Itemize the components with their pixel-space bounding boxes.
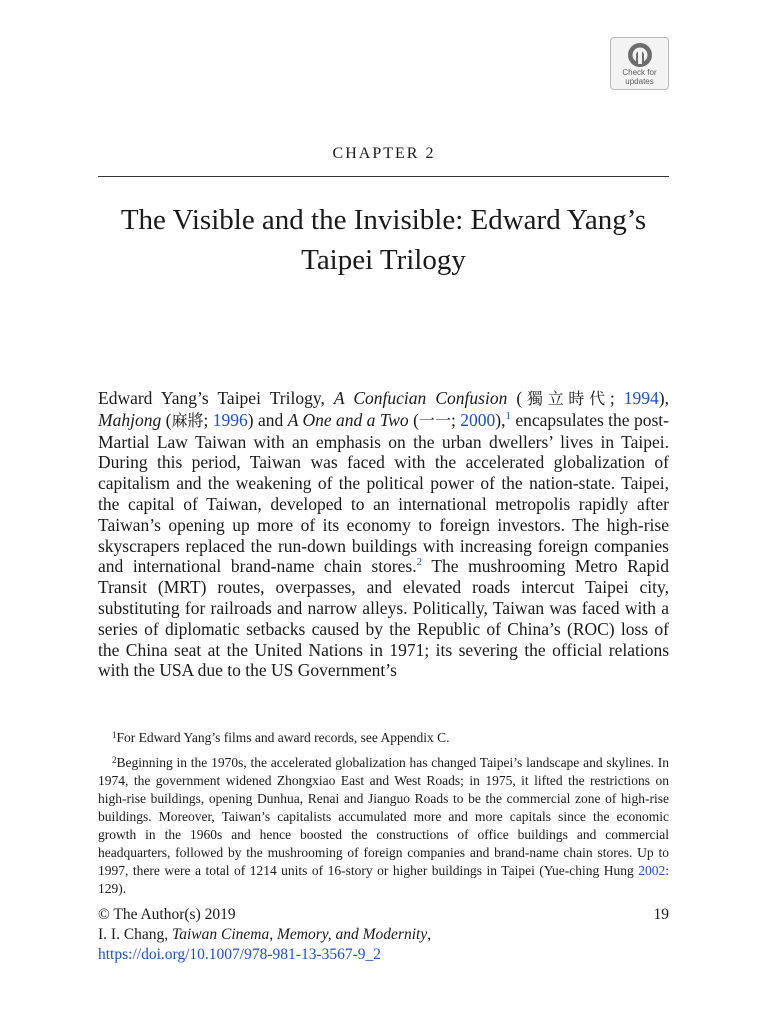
footnote-text: For Edward Yang’s films and award records, see Appendix C. [116, 730, 450, 745]
body-text-run: ( [507, 388, 523, 408]
body-text-run: Edward Yang’s Taipei Trilogy, [98, 388, 334, 408]
body-text-run: The mushrooming Metro Rapid Transit (MRT) routes, overpasses, and elevated roads intercut Taipei city, substituting for railroads and narrow alleys. Politically, Taiwan was faced with a series of diplomatic setbacks caused by the Republic of China’s (ROC) loss of the China seat at the United Nations in 1971; its severing the official relations with the USA due to the US Government’s [98, 556, 669, 681]
film-title: A One and a Two [287, 409, 409, 430]
page-footer [98, 905, 669, 965]
citation-punct: , [427, 926, 432, 943]
chinese-title: 一一 [418, 410, 451, 430]
footnote-ref[interactable]: 1 [505, 409, 511, 422]
chinese-title: 麻將 [171, 410, 204, 430]
year-link[interactable]: 1996 [212, 409, 248, 430]
body-text-run: ; [450, 409, 461, 430]
chapter-label: CHAPTER 2 [332, 145, 436, 162]
footnote-text: Beginning in the 1970s, the accelerated globalization has changed Taipei’s landscape and skylines. In 1974, the government widened Zhongxiao East and West Roads; in 1975, it lifted the restrictions on high-rise buildings, opening Dunhua, Renai and Jianguo Roads to be the commercial zone of high-rise buildings. Moreover, Taiwan’s capitalists accumulated more and more capitals since the economic growth in the 1960s and hence boosted the constructions of office buildings and commercial headquarters, followed by the mushrooming of foreign companies and brand-name chain stores. Up to 1997, there were a total of 1214 units of 16-story or higher buildings in Taipei (Yue-ching Hung [98, 755, 669, 878]
body-text-run: ), [658, 388, 669, 408]
citation [98, 925, 669, 945]
footnote-ref[interactable]: 2 [416, 556, 423, 569]
body-paragraph [98, 388, 669, 681]
citation-year-link[interactable]: 2002 [638, 863, 666, 878]
badge-label-line1: Check for [622, 68, 657, 77]
footnote-1 [98, 726, 669, 747]
badge-label-line2: updates [625, 77, 654, 86]
page-number: 19 [653, 906, 669, 923]
body-text-run: ) and [247, 409, 288, 430]
citation-author: I. I. Chang, [98, 926, 173, 943]
year-link[interactable]: 1994 [623, 388, 659, 408]
footnote-text: : 129). [98, 863, 669, 896]
body-text-run: ; [203, 409, 213, 430]
chinese-title: 獨立時代 [522, 389, 610, 408]
doi-link[interactable]: https://doi.org/10.1007/978-981-13-3567-9_2 [98, 946, 382, 963]
body-text-run: encapsulates the post-Martial Law Taiwan with an emphasis on the urban dwellers’ lives in Taipei. During this period, Taiwan was faced with the accelerated globalization of capitalism and the weakening of the political power of the nation-state. Taipei, the capital of Taiwan, developed to an international metropolis rapidly after Taiwan’s opening up more of its economy to foreign investors. The high-rise skyscrapers replaced the run-down buildings with increasing foreign companies and international brand-name chain stores. [98, 409, 669, 577]
film-title: Mahjong [98, 409, 162, 430]
check-for-updates-badge[interactable] [610, 37, 669, 90]
check-for-updates-icon [627, 42, 653, 68]
chapter-divider [98, 176, 669, 177]
footnote-number: 1 [112, 730, 117, 740]
book-title: Taiwan Cinema, Memory, and Modernity [172, 926, 428, 943]
chapter-title: The Visible and the Invisible: Edward Yang’s Taipei Trilogy [120, 204, 647, 276]
film-title: A Confucian Confusion [333, 388, 508, 408]
body-text-run: ( [161, 409, 172, 430]
year-link[interactable]: 2000 [460, 409, 496, 430]
footnote-number: 2 [112, 755, 117, 765]
body-text-run: ; [609, 388, 624, 408]
footnotes [98, 726, 669, 902]
copyright: © The Author(s) 2019 [98, 906, 236, 923]
footnote-2 [98, 751, 669, 898]
body-text-run: ( [408, 409, 419, 430]
body-text-run: ), [495, 409, 506, 430]
